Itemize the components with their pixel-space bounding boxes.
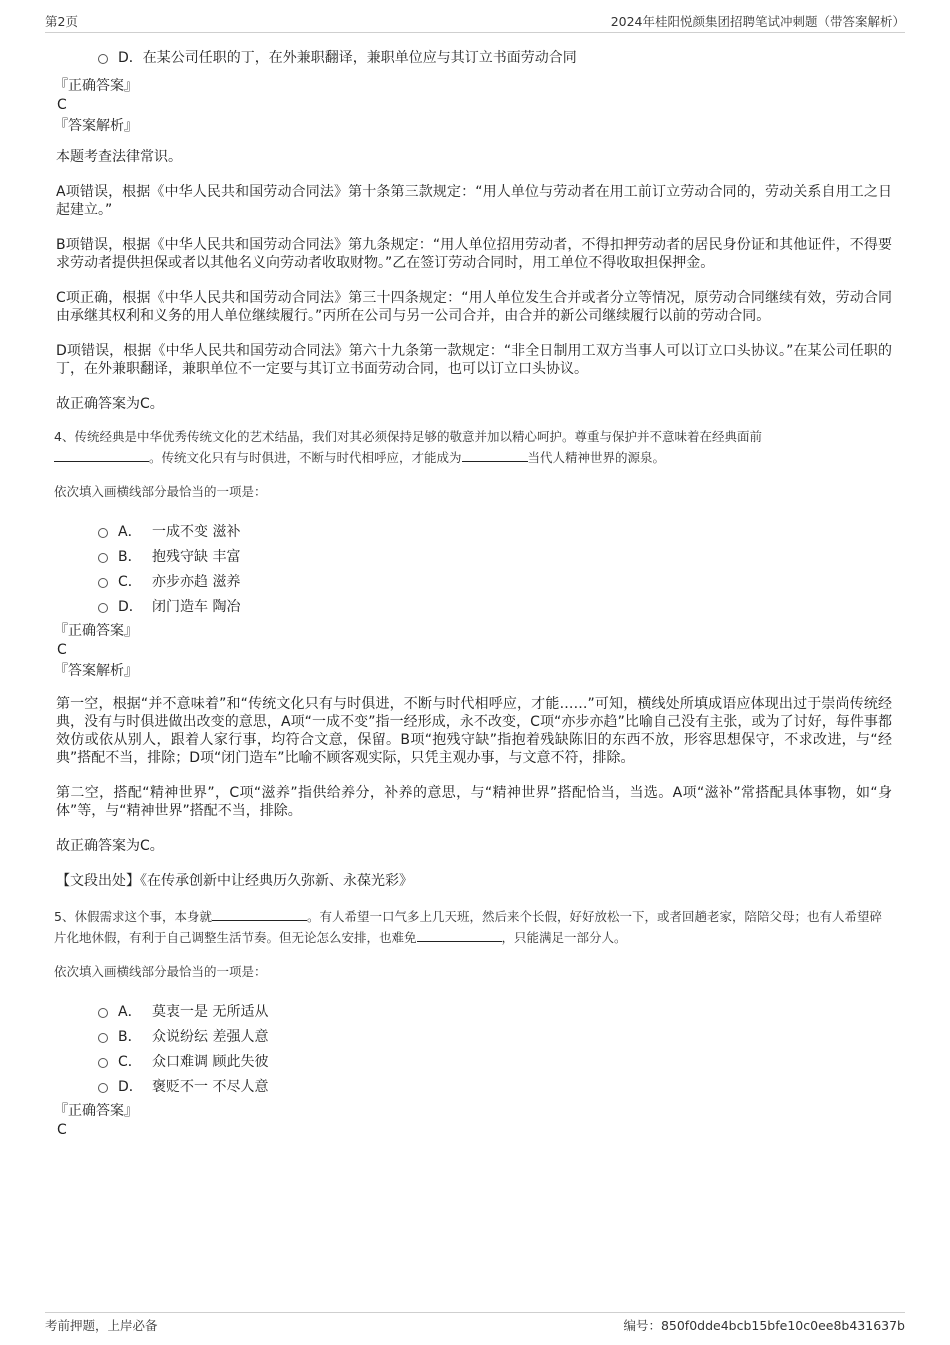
option-text: 闭门造车 陶冶 — [152, 598, 241, 615]
q5-stem — [54, 906, 892, 948]
q4-stem-part: 。传统文化只有与时俱进，不断与时代相呼应，才能成为 — [149, 450, 462, 465]
q4-source: 【文段出处】《在传承创新中让经典历久弥新、永葆光彩》 — [56, 873, 413, 889]
q4-option-d[interactable] — [98, 593, 892, 618]
q3-answer: C — [57, 97, 67, 113]
q4-option-a[interactable] — [98, 518, 892, 543]
q5-blank-2[interactable] — [417, 927, 502, 942]
q4-analysis-label: 『答案解析』 — [54, 663, 138, 679]
content — [56, 44, 892, 1140]
q3-analysis-para: 故正确答案为C。 — [56, 396, 164, 412]
option-text: 亦步亦趋 滋养 — [152, 573, 241, 590]
q4-answer: C — [57, 642, 67, 658]
document-title: 2024年桂阳悦颜集团招聘笔试冲刺题（带答案解析） — [610, 14, 905, 29]
option-letter: B． — [118, 548, 142, 565]
q4-analysis-para: 第一空，根据“并不意味着”和“传统文化只有与时俱进，不断与时代相呼应，才能……”可知，横线处所填成语应体现出过于崇尚传统经典，没有与时俱进做出改变的意思，A项“一成不变”指一经形成，永不改变，C项“亦步亦趋”比喻自己没有主张，或为了讨好，每件事都效仿或依从别人，跟着人家行事，均符合文意，保留。B项“抱残守缺”指抱着残缺陈旧的东西不放，形容思想保守，不求改进，与“经典”搭配不当，排除；D项“闭门造车”比喻不顾客观实际，只凭主观办事，与文意不符，排除。 — [56, 696, 892, 766]
radio-icon[interactable] — [98, 1083, 108, 1093]
q5-option-c[interactable] — [98, 1048, 892, 1073]
q5-answer: C — [57, 1122, 67, 1138]
q4-option-b[interactable] — [98, 543, 892, 568]
q4-options — [56, 518, 892, 618]
q4-blank-1[interactable] — [54, 447, 149, 462]
q3-option-d[interactable] — [98, 44, 892, 69]
q5-answer-label: 『正确答案』 — [54, 1103, 138, 1119]
radio-icon[interactable] — [98, 1058, 108, 1068]
footer-slogan: 考前押题，上岸必备 — [45, 1318, 158, 1333]
document-id: 编号：850f0dde4bcb15bfe10c0ee8b431637b — [623, 1318, 905, 1333]
option-letter: D． — [118, 598, 143, 615]
radio-icon[interactable] — [98, 54, 108, 64]
q5-options — [56, 998, 892, 1098]
q4-stem — [54, 427, 892, 468]
q4-answer-label: 『正确答案』 — [54, 623, 138, 639]
q4-analysis-para: 故正确答案为C。 — [56, 838, 164, 854]
radio-icon[interactable] — [98, 578, 108, 588]
q4-blank-2[interactable] — [462, 447, 528, 462]
option-text: 抱残守缺 丰富 — [152, 548, 241, 565]
page-header — [45, 12, 905, 33]
q3-analysis-para: D项错误，根据《中华人民共和国劳动合同法》第六十九条第一款规定：“非全日制用工双方当事人可以订立口头协议。”在某公司任职的丁，在外兼职翻译，兼职单位不一定要与其订立书面劳动合同，也可以订立口头协议。 — [56, 343, 892, 377]
q3-analysis-label: 『答案解析』 — [54, 118, 138, 134]
option-letter: C． — [118, 1053, 142, 1070]
option-text: 众说纷纭 差强人意 — [152, 1028, 269, 1045]
q3-option-d-text: D．在某公司任职的丁，在外兼职翻译，兼职单位应与其订立书面劳动合同 — [118, 49, 577, 66]
q5-prompt: 依次填入画横线部分最恰当的一项是： — [54, 964, 267, 979]
q5-stem-part: 5、休假需求这个事，本身就 — [54, 909, 212, 924]
option-letter: D． — [118, 1078, 143, 1095]
q3-answer-label: 『正确答案』 — [54, 78, 138, 94]
q5-option-a[interactable] — [98, 998, 892, 1023]
q4-stem-part: 当代人精神世界的源泉。 — [527, 450, 666, 465]
option-letter: C． — [118, 573, 142, 590]
q3-analysis-para: B项错误，根据《中华人民共和国劳动合同法》第九条规定：“用人单位招用劳动者，不得扣押劳动者的居民身份证和其他证件，不得要求劳动者提供担保或者以其他名义向劳动者收取财物。”乙在签订劳动合同时，用工单位不得收取担保押金。 — [56, 237, 892, 271]
q5-option-b[interactable] — [98, 1023, 892, 1048]
option-text: 一成不变 滋补 — [152, 523, 241, 540]
q4-prompt: 依次填入画横线部分最恰当的一项是： — [54, 484, 267, 499]
radio-icon[interactable] — [98, 553, 108, 563]
option-text: 莫衷一是 无所适从 — [152, 1003, 269, 1020]
option-letter: B． — [118, 1028, 142, 1045]
q5-blank-1[interactable] — [212, 906, 307, 921]
radio-icon[interactable] — [98, 528, 108, 538]
option-text: 褒贬不一 不尽人意 — [152, 1078, 269, 1095]
q4-stem-part: 4、传统经典是中华优秀传统文化的艺术结晶，我们对其必须保持足够的敬意并加以精心呵护。尊重与保护并不意味着在经典面前 — [54, 429, 762, 444]
radio-icon[interactable] — [98, 1033, 108, 1043]
q3-analysis-para: A项错误，根据《中华人民共和国劳动合同法》第十条第三款规定：“用人单位与劳动者在用工前订立劳动合同的，劳动关系自用工之日起建立。” — [56, 184, 892, 218]
option-letter: A． — [118, 1003, 142, 1020]
page-footer — [45, 1312, 905, 1334]
q5-option-d[interactable] — [98, 1073, 892, 1098]
q4-analysis-para: 第二空，搭配“精神世界”，C项“滋养”指供给养分，补养的意思，与“精神世界”搭配恰当，当选。A项“滋补”常搭配具体事物，如“身体”等，与“精神世界”搭配不当，排除。 — [56, 785, 892, 819]
q3-analysis-para: C项正确，根据《中华人民共和国劳动合同法》第三十四条规定：“用人单位发生合并或者分立等情况，原劳动合同继续有效，劳动合同由承继其权利和义务的用人单位继续履行。”丙所在公司与另一公司合并，由合并的新公司继续履行以前的劳动合同。 — [56, 290, 892, 324]
q3-analysis-para: 本题考查法律常识。 — [56, 149, 182, 165]
q5-stem-part: ，只能满足一部分人。 — [501, 930, 627, 945]
page-number: 第2页 — [45, 14, 78, 29]
radio-icon[interactable] — [98, 603, 108, 613]
radio-icon[interactable] — [98, 1008, 108, 1018]
q4-option-c[interactable] — [98, 568, 892, 593]
q5-stem-part: 。有人希望一口气多上几天班，然后来个长假，好好放松一下，或者回趟老家，陪陪父母；也有人希望碎片化地休假，有利于自己调整生活节奏。但无论怎么安排，也难免 — [54, 909, 882, 945]
option-letter: A． — [118, 523, 142, 540]
option-text: 众口难调 顾此失彼 — [152, 1053, 269, 1070]
